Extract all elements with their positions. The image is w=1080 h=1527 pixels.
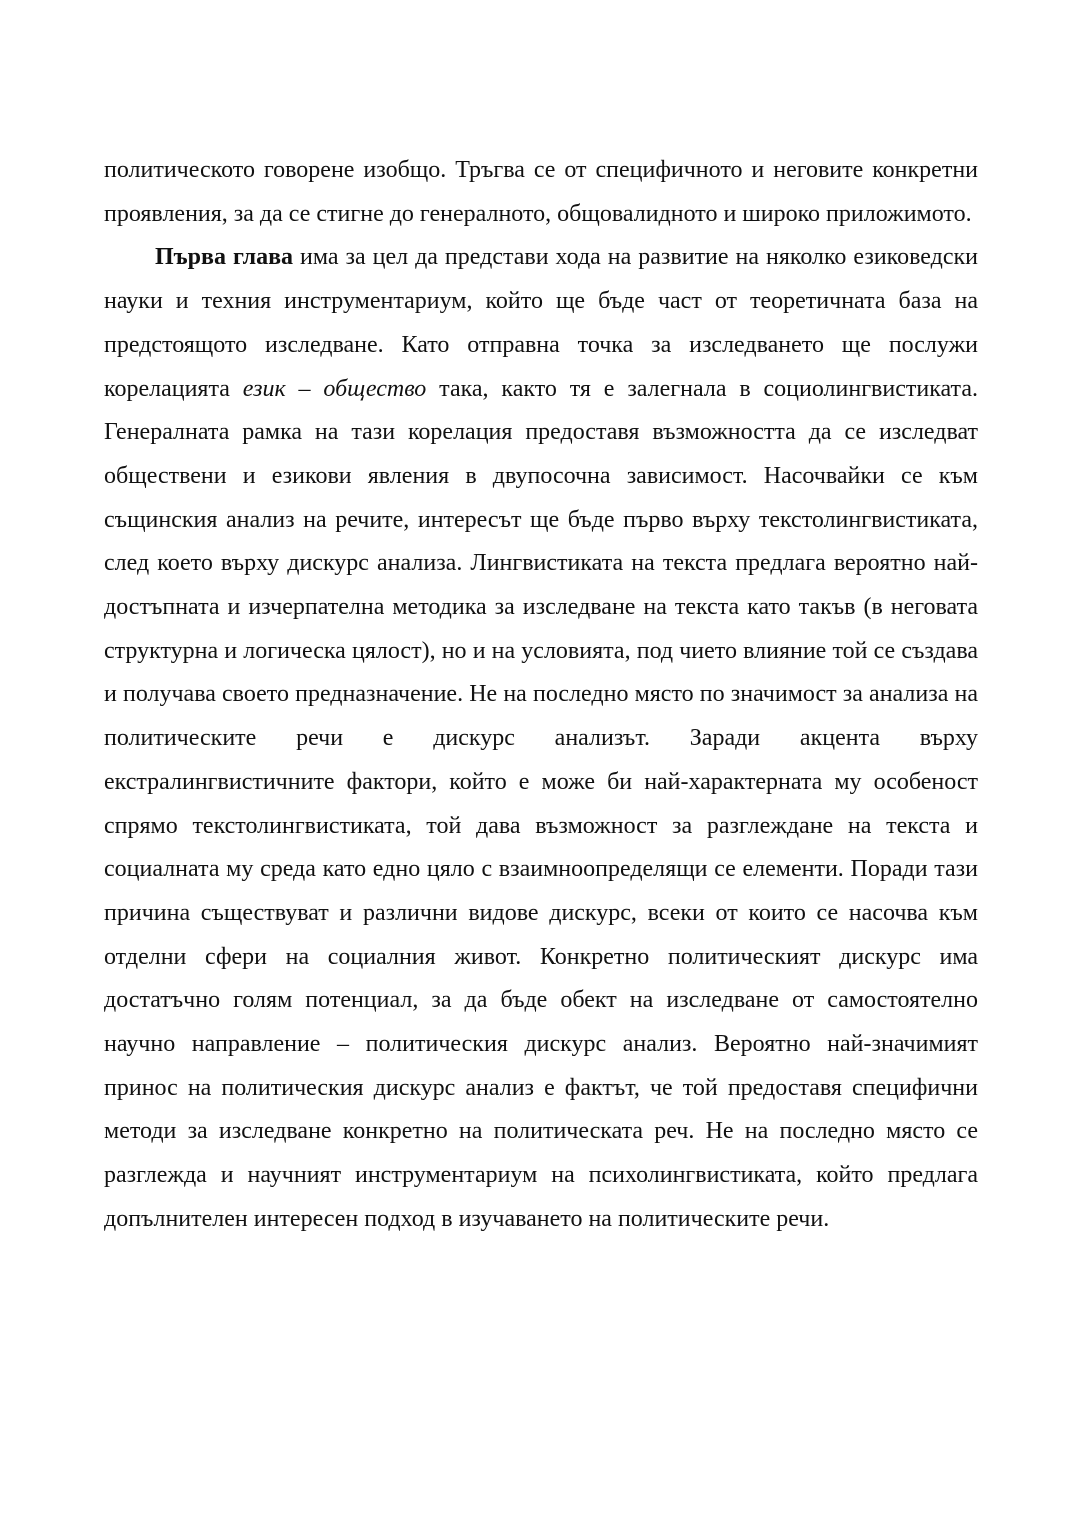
paragraph-text: политическото говорене изобщо. Тръгва се от специфичното и неговите конкретни проявления, за да се стигне до генералното, общовалидното и широко приложимото. <box>104 157 978 227</box>
chapter-heading-inline: Първа глава <box>155 244 294 271</box>
paragraph-continuation <box>104 149 978 236</box>
paragraph-text-part-2: така, както тя е залегнала в социолингвистиката. Генералната рамка на тази корелация предоставя възможността да се изследват обществени и езикови явления в двупосочна зависимост. Насочвайки се към същинския анализ на речите, интересът ще бъде първо върху текстолингвистиката, след което върху дискурс анализа. Лингвистиката на текста предлага вероятно най-достъпната и изчерпателна методика за изследване на текста като такъв (в неговата структурна и логическа цялост), но и на условията, под чието влияние той се създава и получава своето предназначение. Не на последно място по значимост за анализа на политическите речи е дискурс анализът. Заради акцента върху екстралингвистичните фактори, който е може би най-характерната му особеност спрямо текстолингвистиката, той дава възможност за разглеждане на текста и социалната му среда като едно цяло с взаимноопределящи се елементи. Поради тази причина съществуват и различни видове дискурс, всеки от които се насочва към отделни сфери на социалния живот. Конкретно политическият дискурс има достатъчно голям потенциал, за да бъде обект на изследване от самостоятелно научно направление – политическия дискурс анализ. Вероятно най-значимият принос на политическия дискурс анализ е фактът, че той предоставя специфични методи за изследване конкретно на политическата реч. Не на последно място се разглежда и научният инструментариум на психолингвистиката, който предлага допълнителен интересен подход в изучаването на политическите речи. <box>104 375 978 1232</box>
paragraph-text-part-1: има за цел да представи хода на развитие на няколко езиковедски науки и техния инструментариум, който ще бъде част от теоретичната база на предстоящото изследване. Като отправна точка за изследването ще послужи корелацията <box>104 244 979 402</box>
italic-term: език – общество <box>242 375 427 402</box>
body-text <box>104 149 978 1242</box>
paragraph-first-chapter <box>104 236 978 1241</box>
